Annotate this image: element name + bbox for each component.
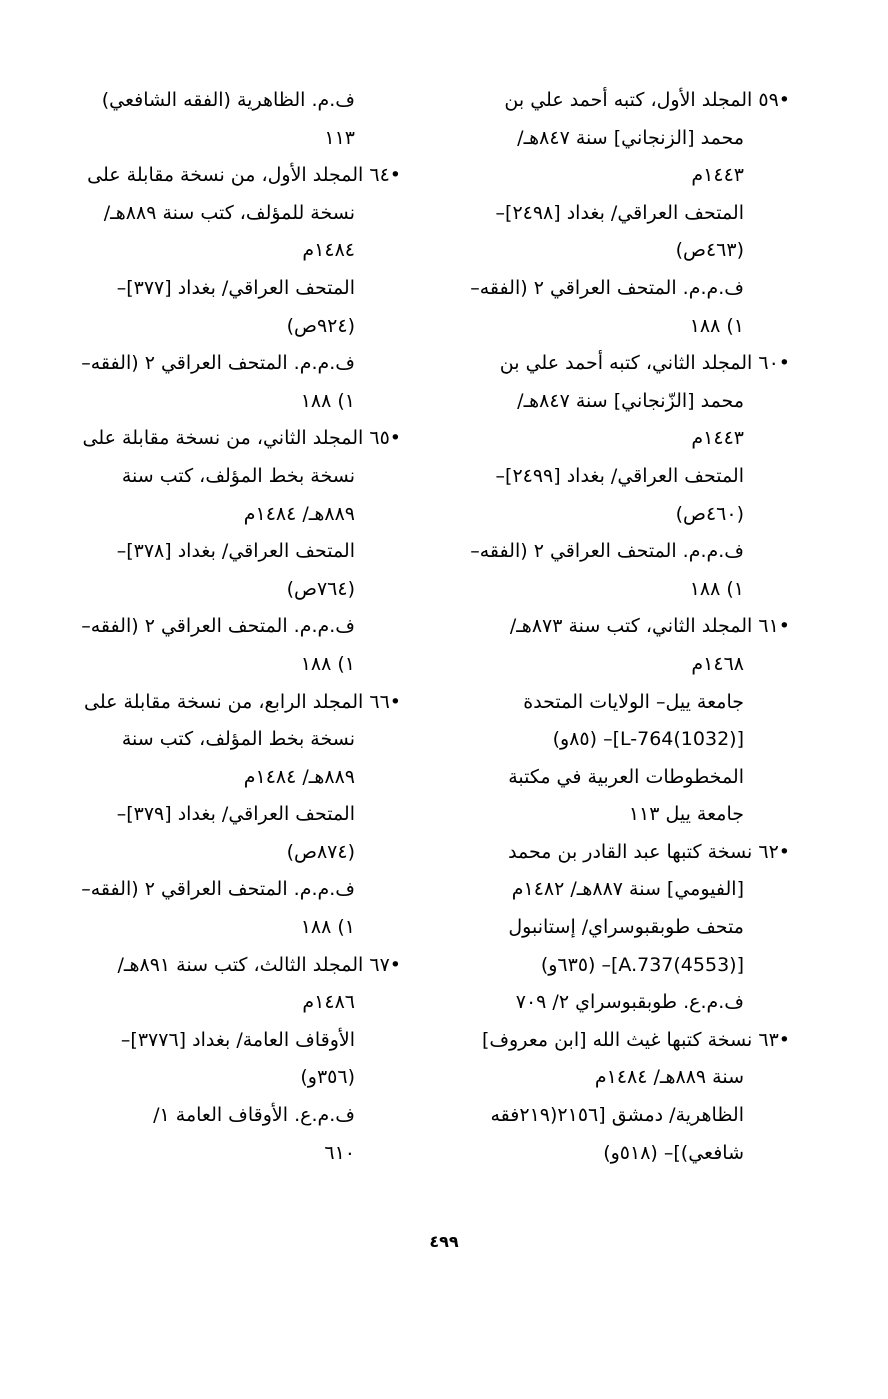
entry-number: •٦٢ [758,840,790,863]
entry-text: ١٤٨٦م [302,991,355,1014]
entry-text: ف.م.م. المتحف العراقي ٢ (الفقه– [81,352,355,375]
entry-line [66,533,401,571]
entry-line [454,533,790,571]
entry-line [66,684,401,722]
manuscript-entry [454,1022,790,1172]
entry-line [66,120,401,158]
entry-line [66,608,401,646]
entry-line [454,871,790,909]
entry-line [66,871,401,909]
entry-line [66,571,401,609]
entry-line [454,721,790,759]
entry-text: جامعة ييل– الولايات المتحدة [523,690,744,713]
entry-line [66,909,401,947]
entry-line [66,1059,401,1097]
entry-text: ف.م.م. المتحف العراقي ٢ (الفقه– [470,540,744,563]
entry-line [454,458,790,496]
entry-text: المجلد الثاني، من نسخة مقابلة على [82,427,364,450]
entry-line [66,157,401,195]
entry-text: محمد [الزّنجاني] سنة ٨٤٧هـ/ [517,389,744,412]
entry-line [454,796,790,834]
entry-text: ف.م.م. المتحف العراقي ٢ (الفقه– [81,878,355,901]
entry-text: المجلد الرابع، من نسخة مقابلة على [84,690,364,713]
entry-line [66,308,401,346]
entry-text: نسخة بخط المؤلف، كتب سنة [121,464,355,487]
entry-text: ٨٨٩هـ/ ١٤٨٤م [243,502,355,525]
entry-text: ١٤٦٨م [691,652,744,675]
entry-text: (٤٦٠ص) [675,502,744,525]
entry-text: المتحف العراقي/ بغداد [٣٧٧]– [116,276,355,299]
entry-text: المجلد الأول، كتبه أحمد علي بن [504,89,753,111]
entry-text: المتحف العراقي/ بغداد [٣٧٩]– [116,803,355,826]
entry-text: نسخة كتبها عبد القادر بن محمد [508,840,753,863]
entry-line [454,157,790,195]
entry-line [454,1059,790,1097]
entry-text: ١) ١٨٨ [300,916,355,939]
entry-line [66,1097,401,1135]
entry-number: •٦٤ [369,164,401,187]
right-column [454,82,790,1172]
entry-line [454,232,790,270]
entry-text: (٤٦٣ص) [675,239,744,262]
entry-line [454,1135,790,1173]
entry-text: ١١٣ [324,126,355,149]
entry-text: [الفيومي] سنة ٨٨٧هـ/ ١٤٨٢م [511,878,744,901]
entry-text: ١) ١٨٨ [300,652,355,675]
entry-line [66,834,401,872]
entry-text: ف.م.ع. طوبقبوسراي ٢/ ٧٠٩ [515,991,744,1014]
entry-text: ١٤٨٤م [302,239,355,262]
entry-line [66,646,401,684]
entry-text: سنة ٨٨٩هـ/ ١٤٨٤م [594,1066,744,1089]
entry-line [454,420,790,458]
entry-text: محمد [الزنجاني] سنة ٨٤٧هـ/ [517,126,744,149]
entry-line [66,232,401,270]
entry-text: [A.737(4553)]– (٦٣٥و) [540,953,744,976]
entry-line [454,496,790,534]
entry-text: نسخة للمؤلف، كتب سنة ٨٨٩هـ/ [103,201,355,224]
entry-line [66,195,401,233]
entry-line [66,496,401,534]
entry-text: ف.م. الظاهرية (الفقه الشافعي) [101,89,355,111]
entry-line [454,909,790,947]
entry-text: المخطوطات العربية في مكتبة [508,765,744,788]
entry-line [454,120,790,158]
manuscript-entry [454,608,790,834]
entry-text: جامعة ييل ١١٣ [628,803,744,826]
entry-number: •٦٥ [369,427,401,450]
entry-text: المجلد الثالث، كتب سنة ٨٩١هـ/ [117,953,364,976]
entry-line [66,420,401,458]
manuscript-entry [66,947,401,1173]
entry-line [454,82,790,120]
entry-line [454,834,790,872]
entry-line [454,684,790,722]
entry-text: ١) ١٨٨ [689,314,744,337]
entry-text: المتحف العراقي/ بغداد [٢٤٩٨]– [495,201,744,224]
entry-line [66,345,401,383]
manuscript-entry [66,82,401,157]
entry-text: متحف طوبقبوسراي/ إستانبول [508,916,744,939]
entry-text: شافعي)]– (٥١٨و) [603,1141,744,1164]
entry-text: (٨٧٤ص) [286,840,355,863]
entry-line [454,646,790,684]
manuscript-entry [454,834,790,1022]
entry-line [454,195,790,233]
entry-text: ف.م.م. المتحف العراقي ٢ (الفقه– [81,615,355,638]
entry-text: نسخة كتبها غيث الله [ابن معروف] [481,1028,753,1051]
entry-text: [L-764(1032)]– (٨٥و) [552,728,744,751]
entry-text: المتحف العراقي/ بغداد [٣٧٨]– [116,540,355,563]
manuscript-entry [66,420,401,683]
entry-text: الظاهرية/ دمشق [٢١٥٦(٢١٩فقه [490,1104,744,1127]
entry-line [454,947,790,985]
entry-line [454,1022,790,1060]
manuscript-entry [454,345,790,608]
entry-line [454,571,790,609]
page-number: ٤٩٩ [429,1232,459,1251]
left-column [66,82,401,1172]
entry-line [454,345,790,383]
entry-line [66,1135,401,1173]
entry-text: المجلد الثاني، كتب سنة ٨٧٣هـ/ [509,615,753,638]
entry-line [454,759,790,797]
entry-line [66,721,401,759]
entry-line [454,308,790,346]
entry-number: •٦١ [758,615,790,638]
entry-text: (٩٢٤ص) [286,314,355,337]
entry-text: (٧٦٤ص) [286,577,355,600]
entry-text: ٨٨٩هـ/ ١٤٨٤م [243,765,355,788]
entry-line [66,82,401,120]
entry-line [454,270,790,308]
entry-text: نسخة بخط المؤلف، كتب سنة [121,728,355,751]
entry-number: •٥٩ [758,89,790,111]
entry-line [66,759,401,797]
entry-line [454,608,790,646]
entry-line [66,1022,401,1060]
entry-number: •٦٧ [369,953,401,976]
entry-line [66,947,401,985]
entry-number: •٦٣ [758,1028,790,1051]
entry-line [66,458,401,496]
entry-text: ١) ١٨٨ [300,389,355,412]
entry-line [66,796,401,834]
entry-text: ف.م.م. المتحف العراقي ٢ (الفقه– [470,276,744,299]
manuscript-entry [454,82,790,345]
entry-line [454,984,790,1022]
entry-line [454,383,790,421]
manuscript-entry [66,684,401,947]
entry-text: ١٤٤٣م [691,164,744,187]
entry-text: ١) ١٨٨ [689,577,744,600]
entry-text: (٣٥٦و) [300,1066,355,1089]
entry-number: •٦٦ [369,690,401,713]
entry-line [66,270,401,308]
entry-text: المجلد الثاني، كتبه أحمد علي بن [499,352,753,375]
entry-text: المجلد الأول، من نسخة مقابلة على [87,164,364,187]
manuscript-entry [66,157,401,420]
entry-text: المتحف العراقي/ بغداد [٢٤٩٩]– [495,464,744,487]
entry-text: ٦١٠ [324,1141,355,1164]
entry-text: ١٤٤٣م [691,427,744,450]
entry-line [66,383,401,421]
entry-text: الأوقاف العامة/ بغداد [٣٧٧٦]– [120,1028,355,1051]
entry-text: ف.م.ع. الأوقاف العامة ١/ [153,1104,355,1127]
entry-number: •٦٠ [758,352,790,375]
entry-line [454,1097,790,1135]
entry-line [66,984,401,1022]
